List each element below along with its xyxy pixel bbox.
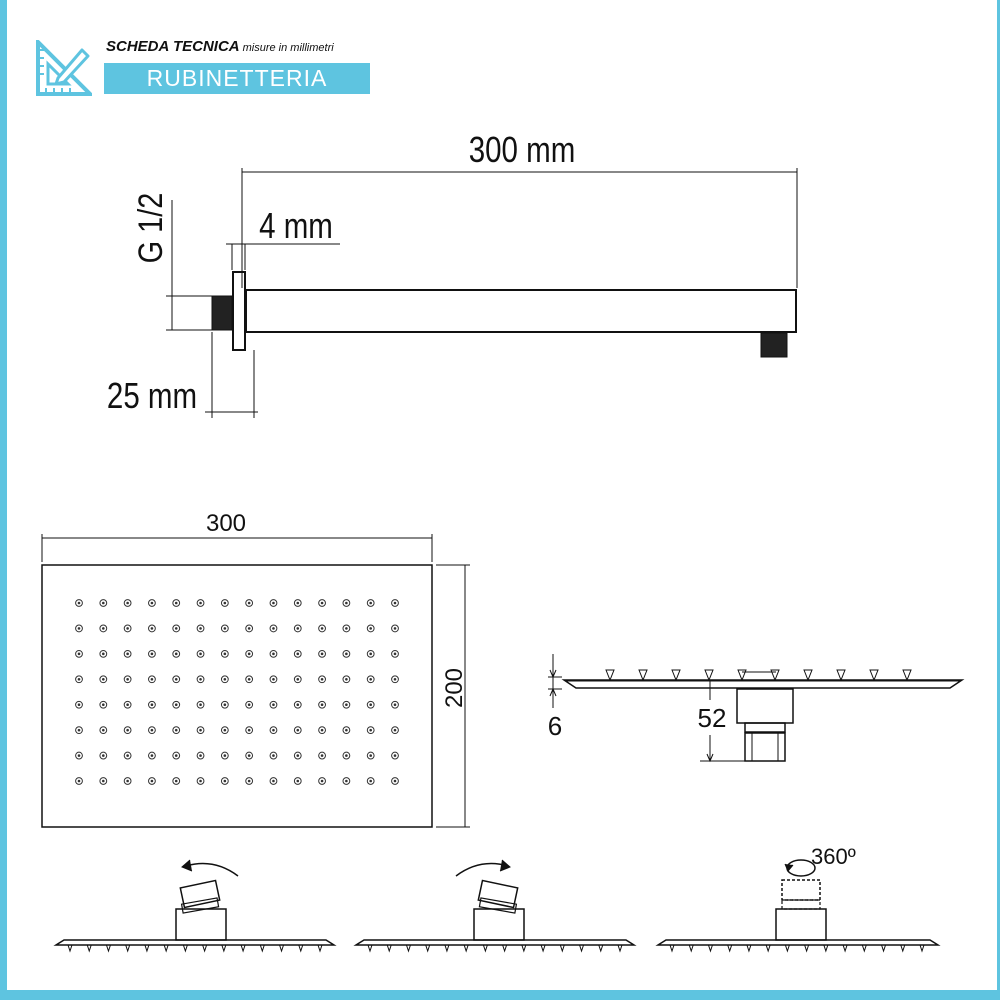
nozzle-center bbox=[126, 780, 129, 783]
nozzle-center bbox=[102, 703, 105, 706]
nozzle-center bbox=[151, 678, 154, 681]
rotation-nozzle bbox=[843, 945, 847, 951]
document-subtitle: misure in millimetri bbox=[242, 42, 334, 54]
nozzle-center bbox=[369, 627, 372, 630]
rotation-nozzle bbox=[618, 945, 622, 951]
nozzle-center bbox=[272, 602, 275, 605]
rotation-nozzle bbox=[126, 945, 130, 951]
rotation-view-middle bbox=[356, 860, 634, 945]
nozzle-center bbox=[248, 780, 251, 783]
nozzle-center bbox=[126, 703, 129, 706]
rotation-nozzle bbox=[483, 945, 487, 951]
nozzle-center bbox=[394, 703, 397, 706]
nozzle-center bbox=[126, 627, 129, 630]
nozzle-center bbox=[151, 729, 154, 732]
nozzle-center bbox=[175, 653, 178, 656]
nozzle-center bbox=[102, 627, 105, 630]
nozzle-center bbox=[321, 653, 324, 656]
nozzle-center bbox=[394, 780, 397, 783]
nozzle-center bbox=[102, 754, 105, 757]
nozzle-center bbox=[175, 602, 178, 605]
nozzle-center bbox=[296, 678, 299, 681]
rotation-nozzle bbox=[503, 945, 507, 951]
nozzle-center bbox=[321, 780, 324, 783]
nozzle-center bbox=[345, 602, 348, 605]
nozzle-center bbox=[345, 754, 348, 757]
nozzle-center bbox=[78, 703, 81, 706]
nozzle-center bbox=[321, 678, 324, 681]
nozzle-center bbox=[369, 729, 372, 732]
nozzle-center bbox=[345, 678, 348, 681]
thread-size-label: G 1/2 bbox=[130, 192, 170, 264]
nozzle-center bbox=[296, 729, 299, 732]
nozzle-center bbox=[175, 754, 178, 757]
document-title: SCHEDA TECNICA bbox=[106, 38, 240, 55]
nozzle-center bbox=[126, 602, 129, 605]
nozzle-center bbox=[272, 627, 275, 630]
nozzle-center bbox=[369, 703, 372, 706]
nozzle-center bbox=[296, 754, 299, 757]
rotation-nozzle bbox=[689, 945, 693, 951]
rotation-nozzle bbox=[445, 945, 449, 951]
nozzle-center bbox=[175, 780, 178, 783]
rotation-nozzle bbox=[766, 945, 770, 951]
nozzle-center bbox=[199, 780, 202, 783]
nozzle-center bbox=[394, 754, 397, 757]
nozzle-center bbox=[224, 653, 227, 656]
head-total-height-label: 52 bbox=[697, 703, 727, 733]
arm-tube bbox=[246, 290, 796, 332]
rotation-nozzle bbox=[106, 945, 110, 951]
nozzle-center bbox=[394, 678, 397, 681]
rotation-nozzle bbox=[164, 945, 168, 951]
nozzle-center bbox=[345, 729, 348, 732]
rotation-nozzle bbox=[728, 945, 732, 951]
head-side-view bbox=[548, 654, 962, 761]
nozzle-center bbox=[78, 602, 81, 605]
side-ball-joint bbox=[745, 723, 785, 732]
nozzle-center bbox=[199, 754, 202, 757]
nozzle-center bbox=[296, 653, 299, 656]
nozzle-center bbox=[175, 703, 178, 706]
nozzle-center bbox=[151, 602, 154, 605]
rotation-nozzle bbox=[747, 945, 751, 951]
nozzle-center bbox=[272, 754, 275, 757]
nozzle-center bbox=[369, 653, 372, 656]
nozzle-center bbox=[248, 703, 251, 706]
rotation-nozzle bbox=[580, 945, 584, 951]
nozzle-center bbox=[199, 602, 202, 605]
nozzle-center bbox=[151, 703, 154, 706]
rotation-nozzle bbox=[920, 945, 924, 951]
nozzle-center bbox=[394, 653, 397, 656]
nozzle-center bbox=[78, 780, 81, 783]
arm-length-label: 300 mm bbox=[468, 129, 576, 170]
rotation-nozzle bbox=[805, 945, 809, 951]
nozzle-center bbox=[126, 729, 129, 732]
nozzle-center bbox=[296, 780, 299, 783]
nozzle-center bbox=[272, 678, 275, 681]
nozzle-center bbox=[151, 780, 154, 783]
nozzle-center bbox=[126, 754, 129, 757]
nozzle-center bbox=[369, 780, 372, 783]
rotation-nozzle bbox=[824, 945, 828, 951]
rotation-nozzle bbox=[426, 945, 430, 951]
nozzle-center bbox=[345, 627, 348, 630]
nozzle-center bbox=[78, 754, 81, 757]
rotation-nozzle bbox=[299, 945, 303, 951]
nozzle-center bbox=[248, 754, 251, 757]
arm-inlet-thread bbox=[212, 296, 232, 330]
flange-thickness-label: 4 mm bbox=[259, 205, 333, 246]
nozzle-center bbox=[272, 729, 275, 732]
rotation-nozzle bbox=[318, 945, 322, 951]
rotation-nozzle bbox=[260, 945, 264, 951]
nozzle-center bbox=[199, 627, 202, 630]
nozzle-center bbox=[394, 729, 397, 732]
rotation-nozzle bbox=[145, 945, 149, 951]
nozzle-center bbox=[248, 678, 251, 681]
nozzle-center bbox=[224, 627, 227, 630]
nozzle-center bbox=[102, 729, 105, 732]
nozzle-center bbox=[321, 703, 324, 706]
nozzle-center bbox=[224, 678, 227, 681]
nozzle-center bbox=[78, 729, 81, 732]
rotation-nozzle bbox=[368, 945, 372, 951]
rotation-nozzle bbox=[541, 945, 545, 951]
nozzle-center bbox=[296, 602, 299, 605]
inlet-depth-label: 25 mm bbox=[106, 375, 198, 416]
nozzle-center bbox=[151, 653, 154, 656]
head-width-label: 300 bbox=[205, 510, 247, 537]
rotation-nozzle bbox=[241, 945, 245, 951]
nozzle-grid bbox=[76, 600, 399, 785]
rotation-nozzle bbox=[280, 945, 284, 951]
nozzle-center bbox=[175, 678, 178, 681]
nozzle-center bbox=[248, 627, 251, 630]
nozzle-center bbox=[224, 703, 227, 706]
rotation-nozzle bbox=[901, 945, 905, 951]
nozzle-center bbox=[345, 780, 348, 783]
nozzle-center bbox=[224, 780, 227, 783]
nozzle-center bbox=[369, 678, 372, 681]
nozzle-center bbox=[296, 703, 299, 706]
nozzle-center bbox=[272, 653, 275, 656]
tilt-right-icon bbox=[456, 864, 508, 876]
rotation-view-left bbox=[56, 860, 334, 945]
nozzle-center bbox=[272, 703, 275, 706]
rotation-nozzle bbox=[560, 945, 564, 951]
rotation-nozzle bbox=[387, 945, 391, 951]
nozzle-center bbox=[78, 653, 81, 656]
nozzle-center bbox=[175, 729, 178, 732]
nozzle-center bbox=[102, 780, 105, 783]
head-height-label: 200 bbox=[441, 667, 468, 709]
rotation-nozzle bbox=[183, 945, 187, 951]
nozzle-center bbox=[175, 627, 178, 630]
rotation-nozzle bbox=[708, 945, 712, 951]
rotation-nozzle bbox=[68, 945, 72, 951]
nozzle-center bbox=[248, 729, 251, 732]
nozzle-center bbox=[296, 627, 299, 630]
rotation-nozzle bbox=[785, 945, 789, 951]
nozzle-center bbox=[272, 780, 275, 783]
nozzle-center bbox=[369, 754, 372, 757]
nozzle-center bbox=[224, 729, 227, 732]
nozzle-center bbox=[369, 602, 372, 605]
nozzle-center bbox=[126, 678, 129, 681]
rotation-nozzle bbox=[203, 945, 207, 951]
nozzle-center bbox=[345, 703, 348, 706]
tilt-left-icon bbox=[186, 864, 238, 876]
nozzle-center bbox=[102, 678, 105, 681]
rotation-nozzle bbox=[599, 945, 603, 951]
rotation-nozzle bbox=[87, 945, 91, 951]
nozzle-center bbox=[126, 653, 129, 656]
nozzle-center bbox=[199, 729, 202, 732]
rotation-nozzle bbox=[406, 945, 410, 951]
rotation-view-right bbox=[658, 860, 938, 945]
rotation-nozzle bbox=[670, 945, 674, 951]
rotation-nozzle bbox=[522, 945, 526, 951]
nozzle-center bbox=[102, 653, 105, 656]
nozzle-center bbox=[321, 602, 324, 605]
nozzle-center bbox=[321, 729, 324, 732]
nozzle-center bbox=[394, 627, 397, 630]
nozzle-center bbox=[151, 627, 154, 630]
side-connector bbox=[737, 689, 793, 723]
rotation-nozzle bbox=[862, 945, 866, 951]
rotation-label: 360º bbox=[811, 844, 856, 869]
nozzle-center bbox=[199, 678, 202, 681]
nozzle-center bbox=[199, 703, 202, 706]
nozzle-center bbox=[248, 602, 251, 605]
rotation-nozzle bbox=[464, 945, 468, 951]
nozzle-center bbox=[321, 627, 324, 630]
rotation-nozzle bbox=[882, 945, 886, 951]
nozzle-center bbox=[321, 754, 324, 757]
nozzle-center bbox=[102, 602, 105, 605]
nozzle-center bbox=[248, 653, 251, 656]
nozzle-center bbox=[78, 627, 81, 630]
nozzle-center bbox=[394, 602, 397, 605]
side-nut bbox=[745, 733, 785, 761]
rotation-nozzles bbox=[68, 945, 924, 951]
nozzle-center bbox=[199, 653, 202, 656]
category-banner: RUBINETTERIA bbox=[104, 63, 370, 94]
rotation-nozzle bbox=[222, 945, 226, 951]
nozzle-center bbox=[78, 678, 81, 681]
arm-flange bbox=[233, 272, 245, 350]
plate-thickness-label: 6 bbox=[547, 711, 563, 741]
arm-outlet-thread bbox=[761, 333, 787, 357]
nozzle-center bbox=[224, 602, 227, 605]
nozzle-center bbox=[151, 754, 154, 757]
nozzle-center bbox=[345, 653, 348, 656]
nozzle-center bbox=[224, 754, 227, 757]
